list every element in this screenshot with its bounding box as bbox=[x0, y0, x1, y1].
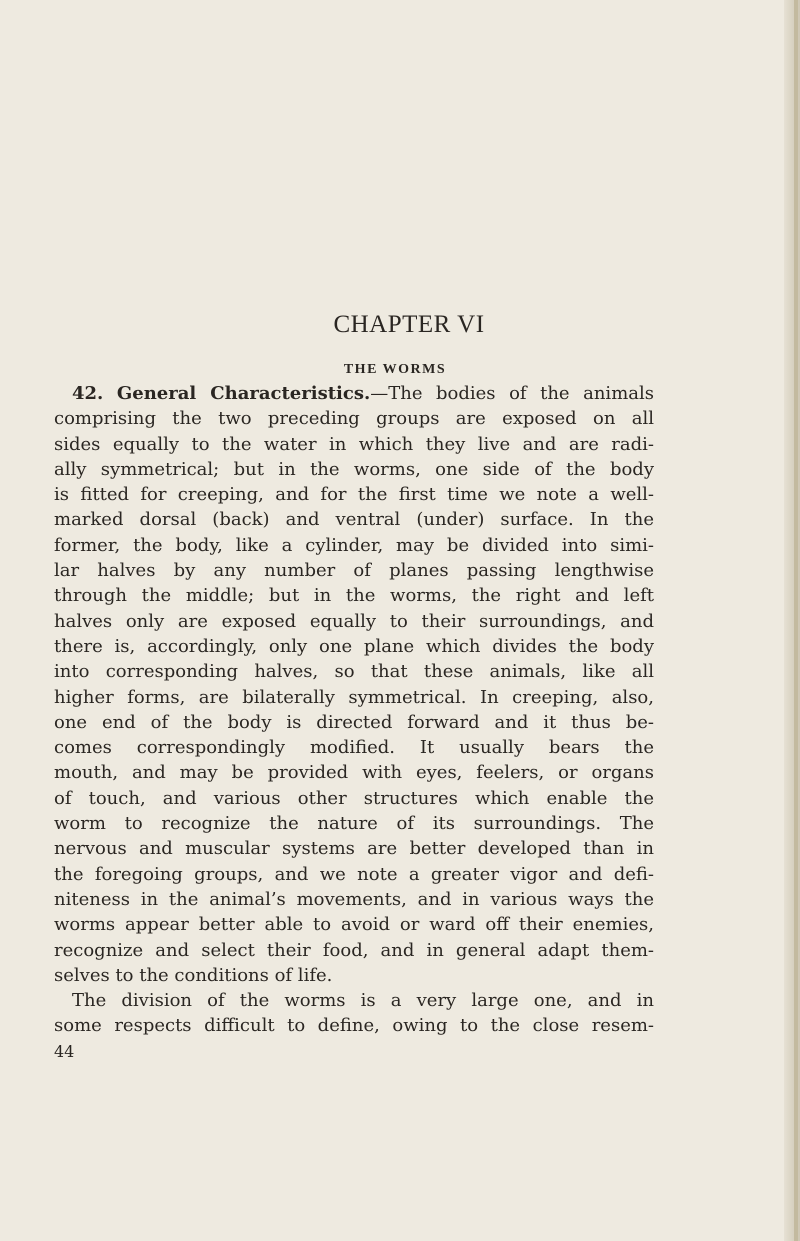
paragraph-lead-text: —The bodies of the animals bbox=[370, 383, 654, 404]
text-line: marked dorsal (back) and ventral (under) surface. In the bbox=[54, 509, 654, 531]
text-line: worm to recognize the nature of its surroundings. The bbox=[54, 813, 654, 835]
paragraph-number: 42. bbox=[72, 383, 104, 404]
text-line: worms appear better able to avoid or ward off their enemies, bbox=[54, 914, 654, 936]
text-line: niteness in the animal’s movements, and in various ways the bbox=[54, 888, 654, 910]
section-title: THE WORMS bbox=[343, 362, 447, 377]
text-line: is fitted for creeping, and for the first time we note a well- bbox=[54, 484, 654, 506]
paragraph-first-line bbox=[54, 381, 654, 406]
text-line: through the middle; but in the worms, the right and left bbox=[54, 585, 654, 607]
text-line: comes correspondingly modified. It usually bears the bbox=[54, 737, 654, 759]
paragraph2-first-line: The division of the worms is a very large one, and in bbox=[72, 990, 654, 1012]
text-line: into corresponding halves, so that these animals, like all bbox=[54, 661, 654, 683]
text-line: the foregoing groups, and we note a greater vigor and defi- bbox=[54, 863, 654, 885]
text-line: selves to the conditions of life. bbox=[54, 964, 333, 986]
text-line: mouth, and may be provided with eyes, feelers, or organs bbox=[54, 762, 654, 784]
text-line: of touch, and various other structures which enable the bbox=[54, 787, 654, 809]
paragraph-heading: General Characteristics. bbox=[116, 383, 371, 404]
text-line: former, the body, like a cylinder, may be divided into simi- bbox=[54, 534, 654, 556]
text-line: there is, accordingly, only one plane which divides the body bbox=[54, 635, 654, 657]
paragraph2-line: some respects difficult to define, owing to the close resem- bbox=[54, 1015, 654, 1037]
text-line: nervous and muscular systems are better developed than in bbox=[54, 838, 654, 860]
chapter-title: CHAPTER VI bbox=[333, 311, 485, 338]
text-line: sides equally to the water in which they live and are radi- bbox=[54, 433, 654, 455]
text-line: comprising the two preceding groups are exposed on all bbox=[54, 408, 654, 430]
text-line: ally symmetrical; but in the worms, one side of the body bbox=[54, 458, 654, 480]
text-line: higher forms, are bilaterally symmetrical. In creeping, also, bbox=[54, 686, 654, 708]
text-line: lar halves by any number of planes passing lengthwise bbox=[54, 560, 654, 582]
text-line: one end of the body is directed forward and it thus be- bbox=[54, 711, 654, 733]
text-line: recognize and select their food, and in general adapt them- bbox=[54, 939, 654, 961]
page-edge bbox=[784, 0, 800, 1241]
text-line: halves only are exposed equally to their surroundings, and bbox=[54, 610, 654, 632]
page-number: 44 bbox=[54, 1041, 75, 1061]
body-text bbox=[54, 381, 654, 1064]
